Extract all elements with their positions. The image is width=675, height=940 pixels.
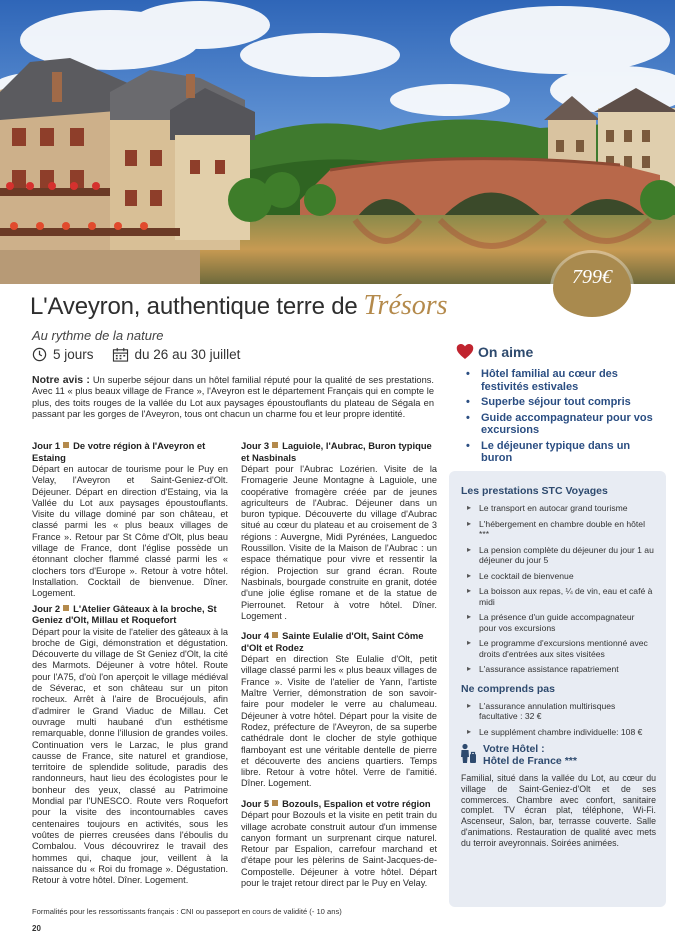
footnote: Formalités pour les ressortissants français : CNI ou passeport en cours de validité (- 10 ans)	[32, 907, 342, 916]
bellboy-icon	[459, 743, 477, 765]
heart-icon	[456, 343, 474, 360]
on-aime-section	[456, 343, 656, 468]
calendar-icon	[112, 347, 129, 362]
list-item: ▸ Le supplément chambre individuelle: 108 €	[467, 727, 654, 738]
day-title: Jour 1 De votre région à l'Aveyron et Estaing	[32, 440, 206, 463]
page-title	[30, 290, 500, 328]
list-item: • Le déjeuner typique dans un buron	[456, 440, 656, 465]
list-item: ▸ L'assurance annulation multirisques facultative : 32 €	[467, 701, 654, 722]
list-item: ▸ Le programme d'excursions mentionné avec droits d'entrées aux sites visitées	[467, 638, 654, 659]
list-item: ▸ La boisson aux repas, ¼ de vin, eau et café à midi	[467, 586, 654, 607]
hotel-label: Votre Hôtel :	[483, 743, 545, 755]
day-text: Départ en autocar de tourisme pour le Puy en Velay, l'Aveyron et Saint-Geniez-d'Olt. Déjeuner. Départ en direction d'Estaing, via la Vallée du Lot aux paysages époustouflants. Visite du village dominé par son château, et classé parmi les « plus beaux villages de France ». Retour par St Côme d'Olt, plus beau village de France, dont l'église possède un étonnant clocher flammé classé parmi les « clochers tors d'Europe ». Retour à votre hôtel. Installation. Cocktail de bienvenue. Dîner. Logement.	[32, 464, 228, 599]
prestations-heading: Les prestations STC Voyages	[461, 485, 608, 497]
day-text: Départ pour Bozouls et la visite en petit train du village acrobate construit autour d'un immense canyon formant un surprenant cirque naturel. Retour par Espalion, carrefour marchand et d'étape pour les pèlerins de Saint-Jacques-de-Compostelle. Déjeuner à votre hôtel. Départ pour le trajet retour direct par le Puy en Velay.	[241, 810, 437, 888]
list-item: ▸ L'assurance assistance rapatriement	[467, 664, 654, 675]
day-5	[241, 798, 437, 890]
prestations-panel	[449, 471, 666, 907]
hotel-heading	[459, 743, 666, 767]
day-title: Jour 3 Laguiole, l'Aubrac, Buron typique et Nasbinals	[241, 440, 432, 463]
day-4	[241, 630, 437, 790]
non-compris-heading: Ne comprends pas	[461, 682, 555, 695]
day-title: Jour 5 Bozouls, Espalion et votre région	[241, 797, 431, 809]
intro-label: Notre avis :	[32, 374, 90, 386]
list-item: ▸ L'hébergement en chambre double en hôtel ***	[467, 519, 654, 540]
clock-icon	[32, 347, 47, 362]
prestations-list	[449, 503, 666, 675]
day-text: Départ en direction Ste Eulalie d'Olt, petit village classé parmi les « plus beaux villages de France ». Visite de l'atelier de Yann, l'artiste Maître Verrier, démonstration de son savoir-faire pour modeler le verre au chalumeau. Déjeuner à votre hôtel. Départ pour la visite de Rodez, préfecture de l'Aveyron, de sa superbe cathédrale dont le clocher de style gothique flamboyant est une véritable dentelle de pierre et découverte des anciens quartiers. Temps libre. Retour à votre hôtel. Verre de l'amitié. Dîner. Logement.	[241, 654, 437, 789]
hero-photo	[0, 0, 675, 284]
list-item: ▸ Le cocktail de bienvenue	[467, 571, 654, 582]
dates: du 26 au 30 juillet	[134, 347, 241, 362]
list-item: • Hôtel familial au cœur des festivités estivales	[456, 368, 656, 393]
non-compris-list	[449, 701, 666, 738]
village-bridge-illustration	[0, 0, 675, 284]
list-item: ▸ Le transport en autocar grand tourisme	[467, 503, 654, 514]
list-item: ▸ La pension complète du déjeuner du jour 1 au déjeuner du jour 5	[467, 545, 654, 566]
intro-paragraph	[32, 375, 434, 421]
title-accent: Trésors	[363, 290, 448, 321]
trip-meta	[32, 347, 240, 362]
day-2	[32, 603, 228, 887]
day-text: Départ pour l'Aubrac Lozérien. Visite de la Fromagerie Jeune Montagne à Laguiole, une coopérative fromagère créée par de jeunes agriculteurs de l'Aubrac. Déjeuner dans un buron typique. Découverte du village d'Aubrac situé au cœur du plateau et au croisement de 3 régions : Auvergne, Midi Pyrénées, Languedoc Roussillon. Visite de la Maison de l'Aubrac : un espace thématique pour vivre et ressentir la région. Projection sur grand écran. Route Nasbinals, bourgade construite en granit, dotée d'une jolie église romane et de la statue de Pierrounet. Retour à votre hôtel. Dîner. Logement .	[241, 464, 437, 621]
page-number: 20	[32, 924, 41, 933]
on-aime-heading: On aime	[456, 343, 656, 360]
day-title: Jour 2 L'Atelier Gâteaux à la broche, St Geniez d'Olt, Millau et Roquefort	[32, 602, 217, 626]
itinerary-column-left	[32, 440, 228, 889]
list-item: • Guide accompagnateur pour vos excursions	[456, 412, 656, 437]
day-title: Jour 4 Sainte Eulalie d'Olt, Saint Côme d'Olt et Rodez	[241, 630, 424, 653]
day-text: Départ pour la visite de l'atelier des gâteaux à la broche de Gigi, démonstration et dégustation. Découverte du village de St Geniez d'Olt, la cité des Marmots. Déjeuner à votre hôtel. Route pour l'A75, d'où l'on aperçoit le village médiéval de Séverac, et son château sur un piton rocheux. Arrêt à l'aire de Brocuéjouls, afin d'admirer le Grand Viaduc de Millau. Cet ouvrage multi haubané d'un esthétisme remarquable, donne l'illusion de grandes voiles. Continuation vers le Larzac, le plus grand causse de France, site naturel et grandiose, territoire de splendide solitude, paradis des randonneurs, haut lieu des écologistes pour le bonheur des yeux, classé au Patrimoine Mondial par l'UNESCO. Route vers Roquefort pour la visite des incontournables caves centenaires toujours en activités, sous les voûtes de pierres creusées dans l'éboulis du Combalou. Vous découvrirez le travail des hommes qui, chaque jour, veillent à la naissance du « Roi du fromage ». Dégustation. Retour à votre hôtel. Dîner. Logement.	[32, 626, 228, 886]
list-item: • Superbe séjour tout compris	[456, 396, 656, 409]
itinerary-column-middle	[241, 440, 437, 892]
hotel-description: Familial, situé dans la vallée du Lot, au cœur du village de Saint-Geniez-d'Olt et de ses commerces. Chambre avec confort, sanitaire complet. TV écran plat, téléphone, Wi-Fi. Ascenseur, Salon, bar, terrasse couverte. Salle d'animations. Restauration de qualité avec mets du terroir aveyronnais. Soirées animées.	[461, 773, 656, 848]
subtitle: Au rythme de la nature	[32, 328, 164, 343]
on-aime-list	[456, 368, 656, 465]
intro-text: Un superbe séjour dans un hôtel familial réputé pour la qualité de ses prestations. Avec 11 « plus beaux village de France », l'Aveyron est le département Français qui en compte le plus, des toits rouges de la vallée du Lot aux paysages époustouflants du plateau de Ségala en passant par les gorges de l'Aveyron, tous ont chacun un charme fou et leur propre identité.	[32, 375, 434, 420]
duration: 5 jours	[53, 347, 94, 362]
day-1	[32, 440, 228, 600]
hotel-name: Hôtel de France ***	[483, 755, 577, 767]
day-3	[241, 440, 437, 622]
list-item: ▸ La présence d'un guide accompagnateur pour vos excursions	[467, 612, 654, 633]
price-badge: 799€	[553, 253, 631, 317]
title-main: L'Aveyron, authentique terre de	[30, 293, 358, 320]
